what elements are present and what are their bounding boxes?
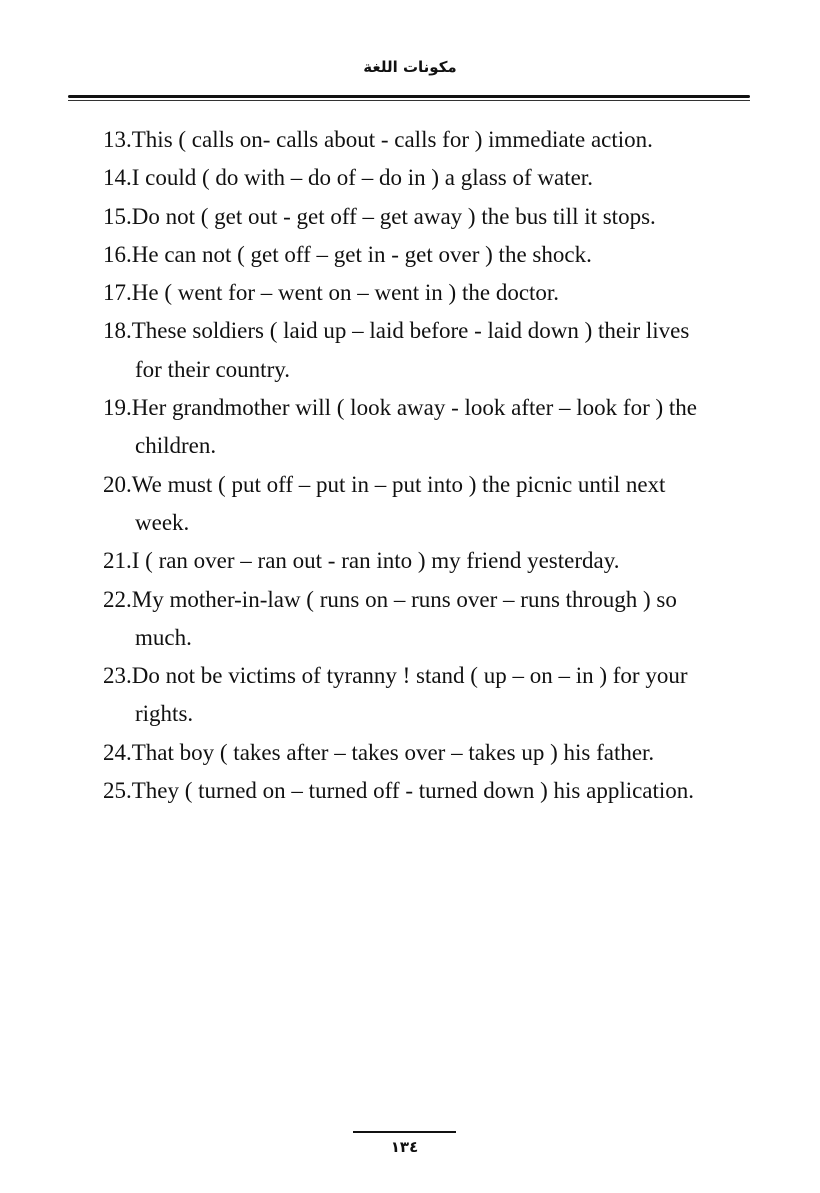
header-title: مكونات اللغة [363,58,457,76]
exercise-text: 16.He can not ( get off – get in - get over ) the shock. [103,241,592,267]
exercise-text: 13.This ( calls on- calls about - calls for ) immediate action. [103,127,653,152]
header-rule [68,95,750,98]
exercise-item [103,772,783,810]
exercise-text: 14.I could ( do with – do of – do in ) a glass of water. [103,165,593,191]
exercise-item [103,236,783,274]
exercise-text: 18.These soldiers ( laid up – laid before - laid down ) their lives [103,318,690,344]
exercise-item [103,389,783,466]
exercise-item [103,657,783,734]
exercise-continuation: rights. [135,701,194,727]
exercise-continuation: children. [135,433,217,459]
exercise-item [103,581,783,658]
exercise-item [103,542,783,580]
exercise-text: 24.That boy ( takes after – takes over – takes up ) his father. [103,739,655,765]
header-rule-thin [68,100,750,101]
exercise-text: 19.Her grandmother will ( look away - look after – look for ) the [103,395,697,421]
exercise-text: 15.Do not ( get out - get off – get away ) the bus till it stops. [103,203,656,229]
exercise-text: 21.I ( ran over – ran out - ran into ) my friend yesterday. [103,548,620,574]
exercise-item [103,159,783,197]
exercise-text: 20.We must ( put off – put in – put into ) the picnic until next [103,471,666,497]
exercise-continuation: much. [135,624,192,650]
exercise-item [103,121,783,159]
page-number: ١٣٤ [390,1138,419,1156]
exercise-text: 25.They ( turned on – turned off - turned down ) his application. [103,778,695,804]
exercise-continuation: week. [135,509,190,535]
exercise-item [103,274,783,312]
exercise-text: 17.He ( went for – went on – went in ) the doctor. [103,280,560,306]
exercise-text: 23.Do not be victims of tyranny ! stand ( up – on – in ) for your [103,663,688,689]
exercise-item [103,312,783,389]
exercise-list [103,121,783,810]
exercise-text: 22.My mother-in-law ( runs on – runs over – runs through ) so [103,586,677,612]
footer-rule [353,1131,456,1133]
exercise-continuation: for their country. [135,356,290,382]
exercise-item [103,198,783,236]
exercise-item [103,734,783,772]
exercise-item [103,466,783,543]
